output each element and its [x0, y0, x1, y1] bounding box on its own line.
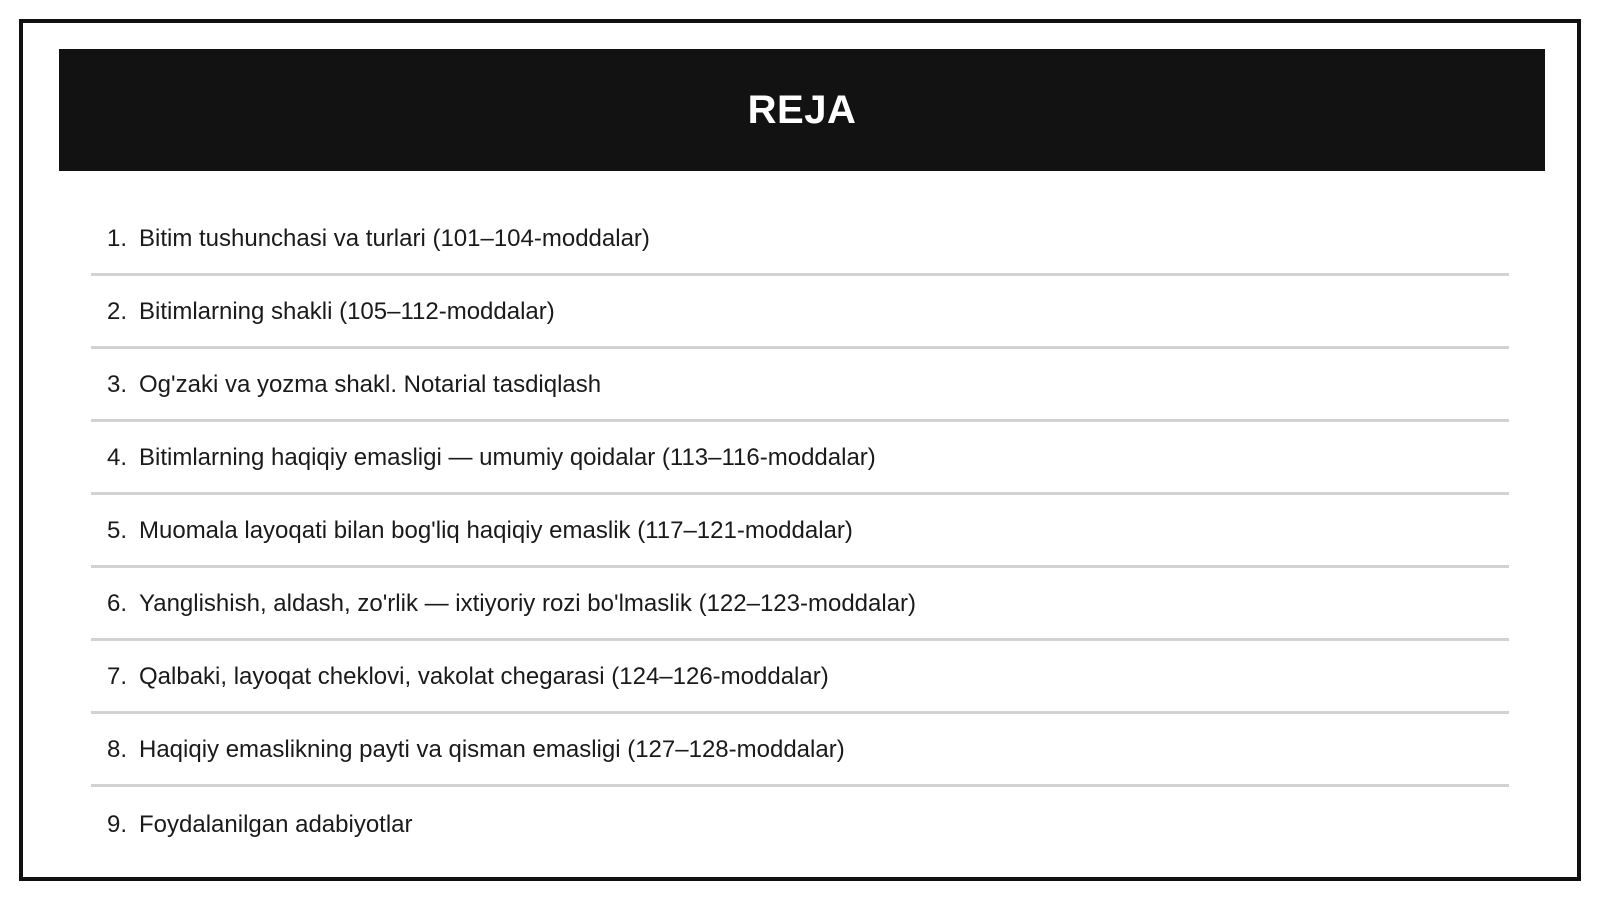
plan-list	[91, 205, 1509, 862]
plan-item-text: Bitimlarning shakli (105–112-moddalar)	[139, 298, 555, 325]
plan-item-number: 6.	[107, 590, 128, 617]
plan-item-number: 7.	[107, 663, 128, 690]
plan-item-number: 3.	[107, 371, 128, 398]
slide-title: REJA	[747, 87, 857, 132]
plan-item-text: Qalbaki, layoqat cheklovi, vakolat chegarasi (124–126-moddalar)	[139, 663, 829, 690]
plan-item	[91, 789, 1509, 860]
plan-item-text: Bitim tushunchasi va turlari (101–104-moddalar)	[139, 225, 650, 252]
plan-item-text: Muomala layoqati bilan bog'liq haqiqiy emaslik (117–121-moddalar)	[139, 517, 853, 544]
plan-item-text: Haqiqiy emaslikning payti va qisman emasligi (127–128-moddalar)	[139, 736, 845, 763]
plan-item-number: 8.	[107, 736, 128, 763]
plan-item-text: Og'zaki va yozma shakl. Notarial tasdiqlash	[139, 371, 602, 398]
plan-item	[91, 424, 1509, 495]
plan-item-text: Bitimlarning haqiqiy emasligi — umumiy qoidalar (113–116-moddalar)	[139, 444, 876, 471]
plan-item-number: 5.	[107, 517, 128, 544]
plan-item-number: 2.	[107, 298, 128, 325]
plan-item	[91, 643, 1509, 714]
plan-item	[91, 716, 1509, 787]
plan-item	[91, 570, 1509, 641]
plan-item-text: Yanglishish, aldash, zo'rlik — ixtiyoriy rozi bo'lmaslik (122–123-moddalar)	[139, 590, 917, 617]
plan-item-number: 1.	[107, 225, 128, 252]
plan-item-number: 4.	[107, 444, 128, 471]
plan-item	[91, 351, 1509, 422]
plan-item	[91, 205, 1509, 276]
plan-item	[91, 497, 1509, 568]
slide-frame	[19, 19, 1581, 881]
title-bar	[59, 49, 1545, 171]
plan-item-number: 9.	[107, 810, 128, 838]
plan-item-text: Foydalanilgan adabiyotlar	[139, 810, 413, 838]
plan-item	[91, 278, 1509, 349]
